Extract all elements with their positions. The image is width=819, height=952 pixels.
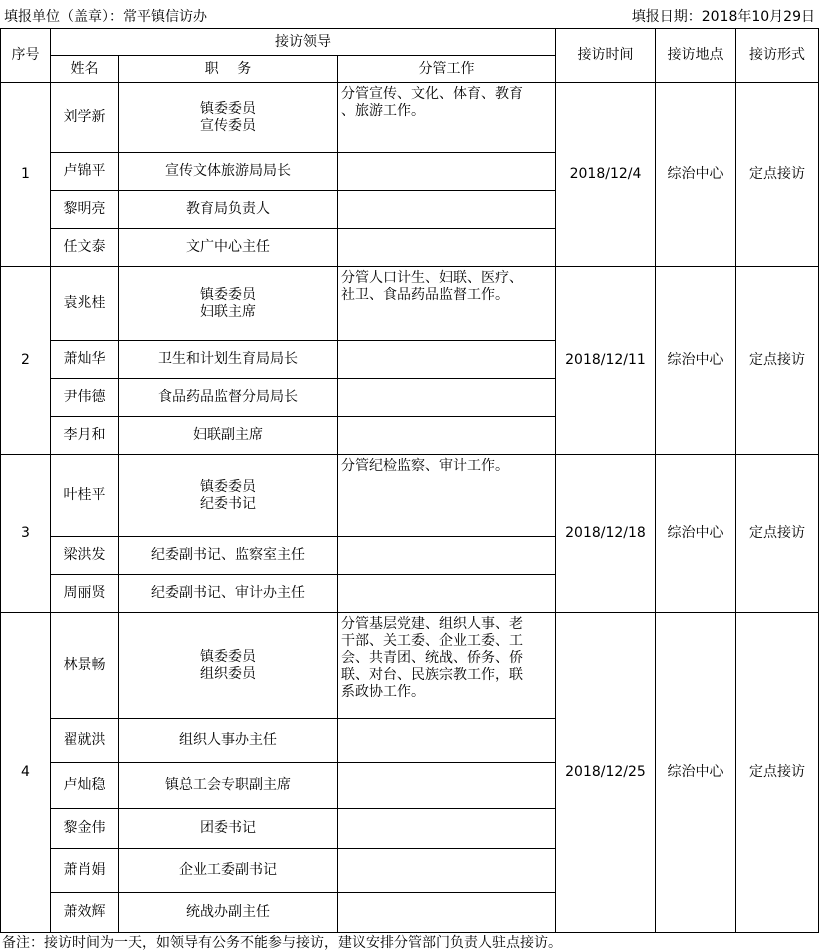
table-body	[1, 83, 819, 933]
leader-name: 尹伟德	[51, 379, 119, 417]
reception-place: 综治中心	[656, 613, 736, 933]
col-header-leaders: 接访领导	[51, 29, 556, 56]
reception-form: 定点接访	[736, 267, 819, 455]
seq-cell: 4	[1, 613, 51, 933]
reception-time: 2018/12/11	[556, 267, 656, 455]
reception-place: 综治中心	[656, 83, 736, 267]
table-row	[1, 455, 819, 537]
leader-position: 企业工委副书记	[119, 849, 338, 893]
leader-position: 妇联副主席	[119, 417, 338, 455]
leader-name: 翟就洪	[51, 719, 119, 763]
leader-duties	[338, 537, 556, 575]
leader-name: 萧效辉	[51, 893, 119, 933]
leader-name: 袁兆桂	[51, 267, 119, 341]
leader-duties	[338, 763, 556, 809]
leader-duties	[338, 809, 556, 849]
leader-position: 纪委副书记、监察室主任	[119, 537, 338, 575]
reception-form: 定点接访	[736, 83, 819, 267]
leader-duties	[338, 417, 556, 455]
leader-name: 刘学新	[51, 83, 119, 153]
seq-cell: 2	[1, 267, 51, 455]
leader-duties	[338, 849, 556, 893]
col-header-name: 姓名	[51, 56, 119, 83]
leader-duties: 分管宣传、文化、体育、教育 、旅游工作。	[338, 83, 556, 153]
reception-place: 综治中心	[656, 267, 736, 455]
leader-name: 任文泰	[51, 229, 119, 267]
col-header-place: 接访地点	[656, 29, 736, 83]
leader-position: 镇委委员 组织委员	[119, 613, 338, 719]
leader-name: 萧灿华	[51, 341, 119, 379]
leader-name: 李月和	[51, 417, 119, 455]
leader-position: 文广中心主任	[119, 229, 338, 267]
leader-position: 镇总工会专职副主席	[119, 763, 338, 809]
leader-position: 卫生和计划生育局局长	[119, 341, 338, 379]
leader-duties	[338, 153, 556, 191]
leader-name: 周丽贤	[51, 575, 119, 613]
filing-date: 填报日期：2018年10月29日	[631, 9, 815, 25]
reception-time: 2018/12/25	[556, 613, 656, 933]
col-header-seq: 序号	[1, 29, 51, 83]
leader-name: 卢灿稳	[51, 763, 119, 809]
table-row	[1, 613, 819, 719]
leader-position: 宣传文体旅游局局长	[119, 153, 338, 191]
leader-duties	[338, 893, 556, 933]
leader-name: 萧肖娟	[51, 849, 119, 893]
leader-duties	[338, 341, 556, 379]
reception-form: 定点接访	[736, 613, 819, 933]
col-header-time: 接访时间	[556, 29, 656, 83]
col-header-form: 接访形式	[736, 29, 819, 83]
leader-name: 叶桂平	[51, 455, 119, 537]
leader-position: 镇委委员 纪委书记	[119, 455, 338, 537]
reception-form: 定点接访	[736, 455, 819, 613]
col-header-duties: 分管工作	[338, 56, 556, 83]
leader-name: 黎金伟	[51, 809, 119, 849]
leader-duties	[338, 229, 556, 267]
seq-cell: 3	[1, 455, 51, 613]
col-header-position: 职 务	[119, 56, 338, 83]
reception-time: 2018/12/18	[556, 455, 656, 613]
leader-duties	[338, 191, 556, 229]
leader-duties: 分管纪检监察、审计工作。	[338, 455, 556, 537]
reception-place: 综治中心	[656, 455, 736, 613]
leader-duties	[338, 379, 556, 417]
seq-cell: 1	[1, 83, 51, 267]
reception-schedule-table	[0, 28, 819, 933]
leader-position: 教育局负责人	[119, 191, 338, 229]
leader-name: 卢锦平	[51, 153, 119, 191]
filing-unit: 填报单位（盖章）：常平镇信访办	[4, 9, 207, 25]
table-row	[1, 267, 819, 341]
leader-position: 镇委委员 宣传委员	[119, 83, 338, 153]
leader-duties: 分管人口计生、妇联、医疗、 社卫、食品药品监督工作。	[338, 267, 556, 341]
footer-note: 备注：接访时间为一天，如领导有公务不能参与接访，建议安排分管部门负责人驻点接访。	[2, 935, 562, 951]
leader-position: 镇委委员 妇联主席	[119, 267, 338, 341]
leader-position: 组织人事办主任	[119, 719, 338, 763]
form-header	[0, 0, 819, 28]
leader-name: 林景畅	[51, 613, 119, 719]
leader-position: 食品药品监督分局局长	[119, 379, 338, 417]
leader-name: 黎明亮	[51, 191, 119, 229]
table-row	[1, 83, 819, 153]
leader-duties	[338, 575, 556, 613]
leader-duties	[338, 719, 556, 763]
leader-position: 纪委副书记、审计办主任	[119, 575, 338, 613]
leader-name: 梁洪发	[51, 537, 119, 575]
leader-duties: 分管基层党建、组织人事、老 干部、关工委、企业工委、工 会、共青团、统战、侨务、侨 联、对台、民族宗教工作，联 系政协工作。	[338, 613, 556, 719]
reception-time: 2018/12/4	[556, 83, 656, 267]
leader-position: 团委书记	[119, 809, 338, 849]
leader-position: 统战办副主任	[119, 893, 338, 933]
